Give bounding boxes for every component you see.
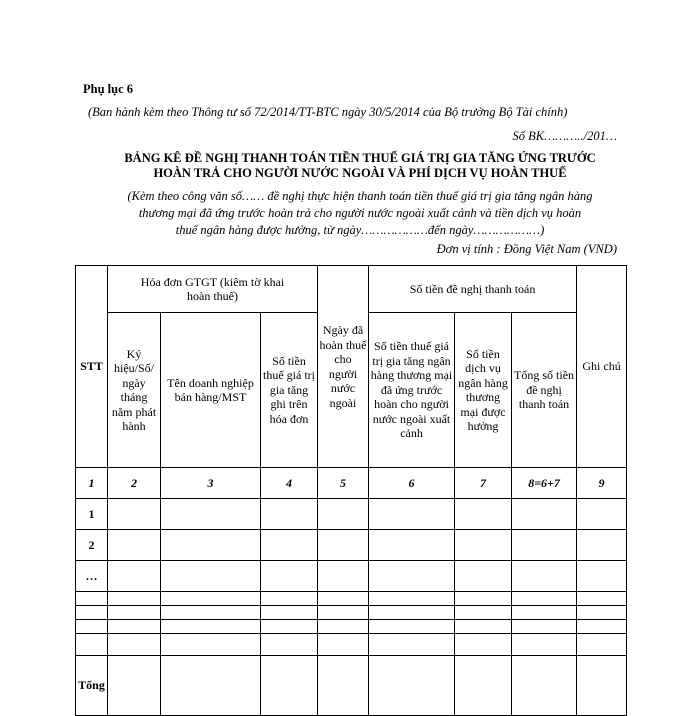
column-number: 2 bbox=[108, 468, 161, 499]
reference-number: Số BK………../201… bbox=[512, 129, 617, 143]
appendix-label: Phụ lục 6 bbox=[83, 82, 134, 96]
table-row bbox=[76, 592, 627, 606]
currency-unit: Đơn vị tính : Đồng Việt Nam (VND) bbox=[436, 242, 617, 256]
issuance-note: (Ban hành kèm theo Thông tư số 72/2014/TT-BTC ngày 30/5/2014 của Bộ trưởng Bộ Tài chính) bbox=[88, 105, 568, 119]
column-number: 1 bbox=[76, 468, 108, 499]
column-number: 3 bbox=[161, 468, 261, 499]
header-note: Ghi chú bbox=[577, 266, 627, 468]
header-service-fee: Số tiền dịch vụ ngân hàng thương mại được hưởng bbox=[455, 313, 512, 468]
column-number: 5 bbox=[318, 468, 369, 499]
column-number: 9 bbox=[577, 468, 627, 499]
table-row bbox=[76, 561, 627, 592]
column-number: 4 bbox=[261, 468, 318, 499]
title-line-1: BẢNG KÊ ĐỀ NGHỊ THANH TOÁN TIỀN THUẾ GIÁ TRỊ GIA TĂNG ỨNG TRƯỚC bbox=[124, 151, 596, 165]
column-number-row bbox=[76, 468, 627, 499]
row-number: … bbox=[76, 561, 108, 592]
subtitle-line-3: thuế ngân hàng được hưởng, từ ngày………………đến ngày………………) bbox=[175, 223, 545, 237]
document-title bbox=[60, 151, 660, 181]
total-row bbox=[76, 656, 627, 716]
header-stt: STT bbox=[76, 266, 108, 468]
header-refund-date: Ngày đã hoàn thuế cho người nước ngoài bbox=[318, 266, 369, 468]
header-vat-on-invoice: Số tiền thuế giá trị gia tăng ghi trên hóa đơn bbox=[261, 313, 318, 468]
header-vat-advanced: Số tiền thuế giá trị gia tăng ngân hàng thương mại đã ứng trước hoàn cho người nước ngoài xuất cảnh bbox=[369, 313, 455, 468]
table-row bbox=[76, 606, 627, 620]
column-number: 6 bbox=[369, 468, 455, 499]
title-line-2: HOÀN TRẢ CHO NGƯỜI NƯỚC NGOÀI VÀ PHÍ DỊCH VỤ HOÀN THUẾ bbox=[153, 166, 567, 180]
header-total-request: Tổng số tiền đề nghị thanh toán bbox=[512, 313, 577, 468]
header-invoice-group: Hóa đơn GTGT (kiêm tờ khai hoàn thuế) bbox=[108, 266, 318, 313]
document-subtitle bbox=[60, 188, 660, 239]
table-row bbox=[76, 530, 627, 561]
table-row bbox=[76, 634, 627, 656]
table-row bbox=[76, 499, 627, 530]
column-number: 7 bbox=[455, 468, 512, 499]
header-request-group: Số tiền đề nghị thanh toán bbox=[369, 266, 577, 313]
row-number: 2 bbox=[76, 530, 108, 561]
subtitle-line-1: (Kèm theo công văn số…… đề nghị thực hiện thanh toán tiền thuế giá trị gia tăng ngân hàng bbox=[127, 189, 593, 203]
row-number: 1 bbox=[76, 499, 108, 530]
header-invoice-symbol: Ký hiệu/Số/ ngày tháng năm phát hành bbox=[108, 313, 161, 468]
subtitle-line-2: thương mại đã ứng trước hoàn trả cho người nước ngoài xuất cảnh và tiền dịch vụ hoàn bbox=[138, 206, 582, 220]
column-number: 8=6+7 bbox=[512, 468, 577, 499]
payment-request-table bbox=[75, 265, 627, 716]
total-label: Tổng bbox=[76, 656, 108, 716]
header-seller: Tên doanh nghiệp bán hàng/MST bbox=[161, 313, 261, 468]
table-row bbox=[76, 620, 627, 634]
